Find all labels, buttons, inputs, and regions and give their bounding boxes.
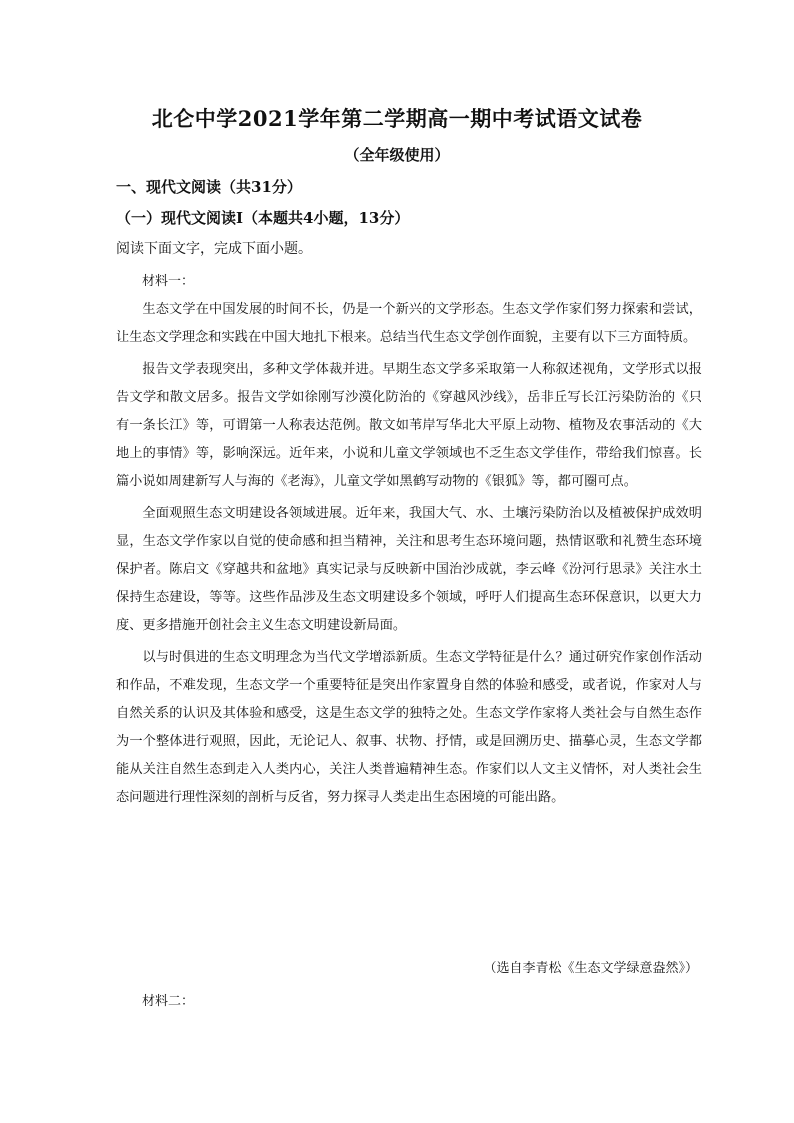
paragraph-3: 全面观照生态文明建设各领域进展。近年来，我国大气、水、土壤污染防治以及植被保护成效明显，生态文学作家以自觉的使命感和担当精神，关注和思考生态环境问题，热情讴歌和礼赞生态环境保护者。陈启文《穿越共和盆地》真实记录与反映新中国治沙成就，李云峰《汾河行思录》关注水土保持生态建设，等等。这些作品涉及生态文明建设多个领域，呼吁人们提高生态环保意识，以更大力度、更多措施开创社会主义生态文明建设新局面。 [116,506,702,633]
source-citation: （选自李青松《生态文学绿意盎然》） [483,961,698,976]
material-2-label: 材料二： [142,994,195,1009]
paragraph-1: 生态文学在中国发展的时间不长，仍是一个新兴的文学形态。生态文学作家们努力探索和尝试，让生态文学理念和实践在中国大地扎下根来。总结当代生态文学创作面貌，主要有以下三方面特质。 [116,302,702,345]
material-1-body [116,296,702,816]
reading-instruction: 阅读下面文字，完成下面小题。 [116,241,312,257]
exam-title: 北仑中学2021学年第二学期高一期中考试语文试卷 [151,106,643,131]
paragraph-4: 以与时俱进的生态文明理念为当代文学增添新质。生态文学特征是什么？通过研究作家创作活动和作品，不难发现，生态文学一个重要特征是突出作家置身自然的体验和感受，或者说，作家对人与自然关系的认识及其体验和感受，这是生态文学的独特之处。生态文学作家将人类社会与自然生态作为一个整体进行观照，因此，无论记人、叙事、状物、抒情，或是回溯历史、描摹心灵，生态文学都能从关注自然生态到走入人类内心，关注人类普遍精神生态。作家们以人文主义情怀，对人类社会生态问题进行理性深刻的剖析与反省，努力探寻人类走出生态困境的可能出路。 [116,650,702,805]
material-1-label: 材料一： [142,274,195,289]
exam-subtitle: （全年级使用） [344,146,450,164]
section-heading-2: （一）现代文阅读Ⅰ（本题共4小题，13分） [116,209,410,227]
section-heading-1: 一、现代文阅读（共31分） [116,178,302,196]
paragraph-2: 报告文学表现突出，多种文学体裁并进。早期生态文学多采取第一人称叙述视角，文学形式以报告文学和散文居多。报告文学如徐刚写沙漠化防治的《穿越风沙线》，岳非丘写长江污染防治的《只有一条长江》等，可谓第一人称表达范例。散文如苇岸写华北大平原上动物、植物及农事活动的《大地上的事情》等，影响深远。近年来，小说和儿童文学领域也不乏生态文学佳作，带给我们惊喜。长篇小说如周建新写人与海的《老海》，儿童文学如黑鹤写动物的《银狐》等，都可圈可点。 [116,362,702,489]
